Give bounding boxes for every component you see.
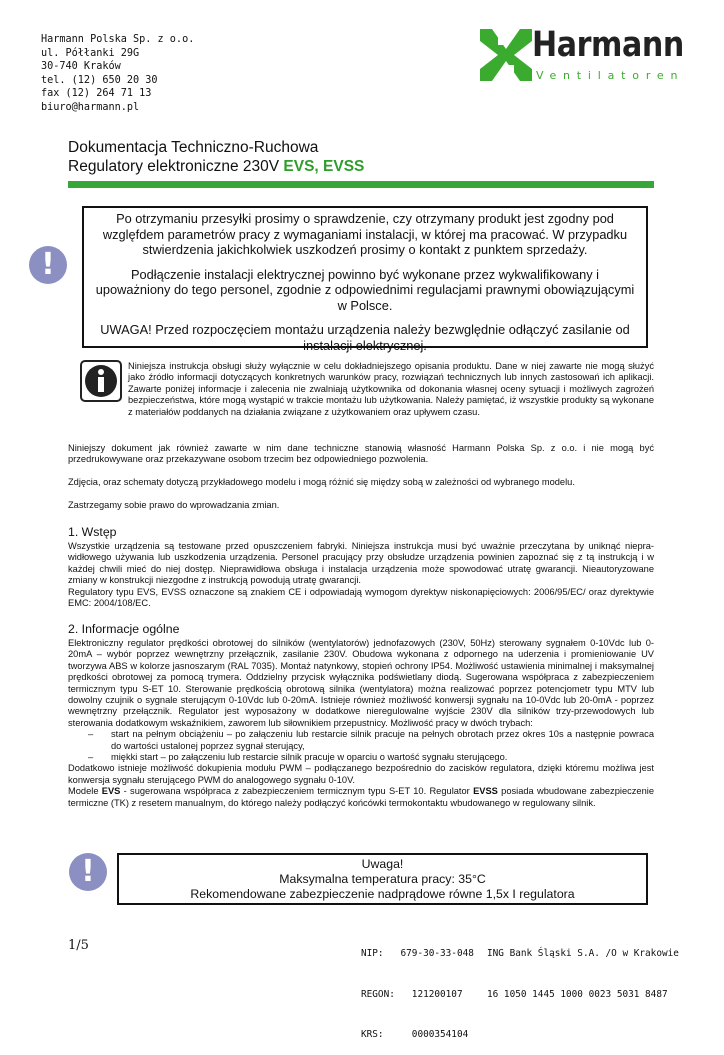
section-1-paragraph-2: Regulatory typu EVS, EVSS oznaczone są znakiem CE i odpowiadają wymogom dyrektyw niskonapięciowych: 2006/95/EC/ oraz dyrektywie EMC: 2004/108/EC.: [68, 586, 654, 609]
title-line-1: Dokumentacja Techniczno-Ruchowa: [68, 139, 319, 156]
bank-account: 16 1050 1445 1000 0023 5031 8487: [487, 988, 668, 1000]
warning-line-2: Maksymalna temperatura pracy: 35°C: [279, 872, 486, 887]
harmann-logo: [478, 27, 688, 85]
notice-paragraph-2: Podłączenie instalacji elektrycznej powinno być wykonane przez wykwalifikowany i upoważniony do tego personel, zgodnie z odpowiednimi regulacjami prawnymi obowiązującymi w Polsce.: [95, 266, 635, 313]
krs: KRS: 0000354104: [361, 1029, 469, 1040]
bank-details: [487, 920, 679, 1015]
address-line: 30-740 Kraków: [41, 61, 121, 73]
section-1-heading: 1. Wstęp: [68, 525, 117, 539]
models-text: - sugerowana współpraca z zabezpieczeniem termicznym typu S-ET 10. Regulator: [120, 786, 474, 797]
title-prefix: Regulatory elektroniczne 230V: [68, 158, 284, 175]
company-registration: [361, 920, 474, 1055]
exclamation-icon: !: [29, 246, 67, 284]
title-divider: [68, 181, 654, 188]
regon: REGON: 121200107: [361, 988, 463, 1000]
model-evs: EVS: [101, 786, 121, 797]
notice-paragraph-3: UWAGA! Przed rozpoczęciem montażu urządzenia należy bezwględnie odłączyć zasilanie od instalacji elektrycznej.: [100, 322, 630, 353]
list-item-text: start na pełnym obciążeniu – po załączeniu lub restarcie silnik pracuje na pełnych obrotach przez okres 10s a następnie powraca do wartości ustalonej poprzez sygnał sterujący,: [111, 729, 654, 751]
section-1-body: [68, 541, 654, 609]
model-evss: EVSS: [473, 786, 498, 797]
title-models: EVS, EVSS: [283, 158, 365, 175]
document-title: [68, 138, 364, 176]
warning-box: [117, 853, 648, 905]
address-line: ul. Półłanki 29G: [41, 47, 140, 59]
list-item: – start na pełnym obciążeniu – po załączeniu lub restarcie silnik pracuje na pełnych obrotach przez okres 10s a następnie powraca do wartości ustalonej poprzez sygnał sterujący,: [88, 729, 654, 751]
intro-paragraph-3: Zdjęcia, oraz schematy dotyczą przykładowego modelu i mogą różnić się między sobą w zależności od wybranego modelu.: [68, 477, 575, 487]
address-line: Harmann Polska Sp. z o.o.: [41, 34, 195, 45]
warning-line-1: Uwaga!: [361, 857, 404, 871]
list-item: – miękki start – po załączeniu lub restarcie silnik pracuje w oparciu o wartość sygnału sterującego.: [88, 752, 508, 763]
intro-paragraph-1: Niniejsza instrukcja obsługi służy wyłącznie w celu dokładniejszego opisania produktu. Dane w niej zawarte nie mogą służyć jako źródło informacji dotyczących konkretnych warunków pracy, rozwiązań technicznych lub innych zastosowań ich aplikacji. Zawarte poniżej informacje i zalecenia nie zwalniają użytkownika od dokonania własnej oceny sytuacji i możliwych zagrożeń bezpieczeństwa, które mogą wystąpić w trakcie montażu lub użytkowania. Należy pamiętać, iż wszystkie produkty są wykonane z materiałów poddanych na działania związane z użytkowaniem oraz upływem czasu.: [128, 361, 654, 417]
section-2-paragraph-1: Elektroniczny regulator prędkości obrotowej do silników (wentylatorów) jednofazowych (230V, 50Hz) sterowany sygnałem 0-10Vdc lub 0-20mA – wybór poprzez wewnętrzny przełącznik, zasilanie 230V. Obudowa wykonana z odpornego na uderzenia i promieniowanie UV tworzywa ABS w kolorze jasnoszarym (RAL 7035). Montaż natynkowy, stopień ochrony IP54. Możliwość ustawienia minimalnej i maksymalnej prędkości obrotowej za pomocą trymera. Oddzielny przycisk wyłącznika podświetlany diodą. Sugerowana współpraca z zabezpieczeniem termicznym typu S-ET 10. Sterowanie prędkością obrotową silnika (wentylatora) można realizować poprzez potencjometr typu MTV lub dowolny czujnik o sygnale sterującym 0-10Vdc lub 0-20mA. Istnieje również możliwość konwersji sygnału na 10-0Vdc lub 20-0mA - poprzez wewnętrzny przełącznik. Regulator jest wyposażony w dodatkowe nieregulowalne wyjście 230V dla silników trzy-przewodowych lub sterowania dodatkowym wskaźnikiem, zaworem lub siłownikiem przepustnicy. Możliwość pracy w dwóch trybach:: [68, 638, 654, 728]
list-item-text: miękki start – po załączeniu lub restarcie silnik pracuje w oparciu o wartość sygnału sterującego.: [111, 752, 508, 763]
address-line: biuro@harmann.pl: [41, 101, 140, 113]
section-2-paragraph-2: Dodatkowo istnieje możliwość dokupienia modułu PWM – podłączanego bezpośrednio do zacisków regulatora, dzięki któremu możliwa jest konwersja sygnału sterującego PWM do analogowego sygnału 0-10V.: [68, 763, 654, 785]
title-line-2: [68, 157, 364, 176]
intro-paragraph-2: Niniejszy dokument jak również zawarte w nim dane techniczne stanowią własność Harmann Polska Sp. z o.o. i nie mogą być przedrukowywane oraz przekazywane osobom trzecim bez odpowiedniego pozwolenia.: [68, 443, 654, 465]
logo-mark-icon: [478, 27, 534, 83]
warning-line-3: Rekomendowane zabezpieczenie nadprądowe równe 1,5x I regulatora: [190, 887, 575, 902]
notice-paragraph-1: Po otrzymaniu przesyłki prosimy o sprawdzenie, czy otrzymany produkt jest zgodny pod wzglęfdem parametrów pracy z wymaganiami instalacji, w której ma pracować. W przypadku stwierdzenia jakichkolwiek uszkodzeń prosimy o kontakt z punktem sprzedaży.: [102, 211, 628, 257]
logo-subtitle: Ventilatoren: [536, 69, 685, 82]
intro-section: [68, 361, 654, 418]
section-2-paragraph-3: [68, 786, 654, 809]
notice-box: [82, 206, 648, 353]
section-2-body: [68, 638, 654, 809]
section-2-heading: 2. Informacje ogólne: [68, 622, 180, 636]
nip: NIP: 679-30-33-048: [361, 948, 474, 959]
company-address: [41, 33, 194, 115]
bank-name: ING Bank Śląski S.A. /O w Krakowie: [487, 948, 679, 959]
intro-paragraph-4: Zastrzegamy sobie prawo do wprowadzania zmian.: [68, 500, 280, 510]
exclamation-icon: !: [69, 853, 107, 891]
models-text: Modele: [68, 786, 102, 797]
models-text: posiada wbudowane zabezpieczenie termiczne (TK) z resetem manualnym, do którego należy podłączyć końcówki termokontaktu wbudowanego w regulowany silnik.: [68, 786, 654, 808]
page-number: 1/5: [68, 938, 89, 953]
address-line: tel. (12) 650 20 30: [41, 74, 158, 86]
section-1-paragraph-1: Wszystkie urządzenia są testowane przed opuszczeniem fabryki. Niniejsza instrukcja musi być uważnie przeczytana by uniknąć nieprawidłowego używania lub uszkodzenia urządzenia. Personel pracujący przy obsłudze urządzenia powinien zapoznać się z tą instrukcją i w każdej chwili mieć do niej dostęp. Nieprawidłowa obsługa i instalacja urządzenia może spowodować utratę gwarancji. Nieautoryzowane zmiany w konstrukcji niezgodne z instrukcją powodują utratę gwarancji.: [68, 541, 654, 586]
address-line: fax (12) 264 71 13: [41, 88, 152, 100]
logo-wordmark: Harmann: [532, 25, 684, 65]
mode-list: [68, 729, 654, 763]
